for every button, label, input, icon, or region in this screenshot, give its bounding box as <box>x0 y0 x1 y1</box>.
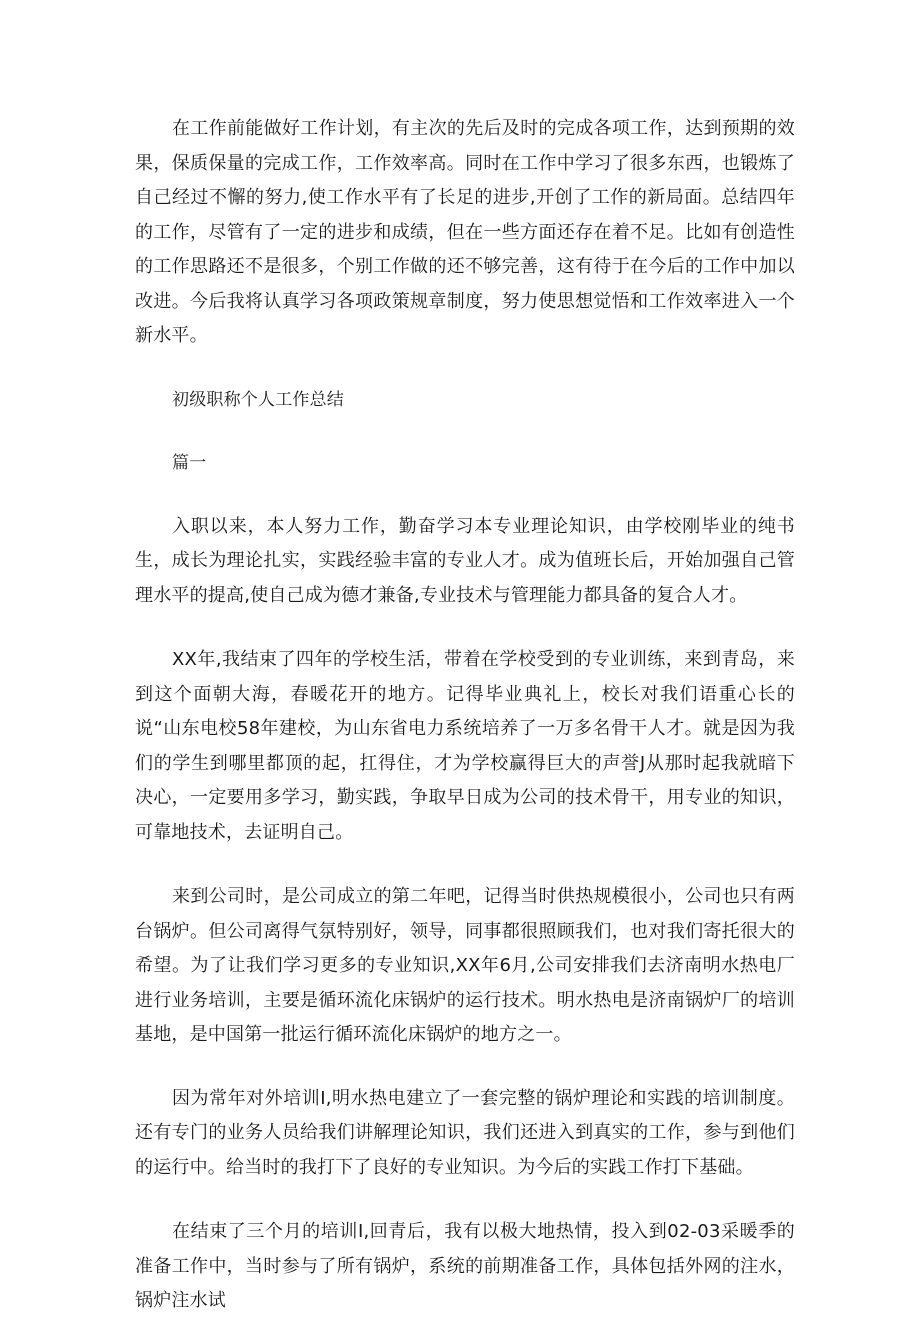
paragraph-spacer <box>135 613 795 643</box>
paragraph-spacer <box>135 417 795 446</box>
paragraph-work-plan: 在工作前能做好工作计划，有主次的先后及时的完成各项工作，达到预期的效果，保质保量的完成工作，工作效率高。同时在工作中学习了很多东西，也锻炼了自己经过不懈的努力,使工作水平有了长足的进步,开创了工作的新局面。总结四年的工作，尽管有了一定的进步和成绩，但在一些方面还存在着不足。比如有创造性的工作思路还不是很多，个别工作做的还不够完善，这有待于在今后的工作中加以改进。今后我将认真学习各项政策规章制度，努力使思想觉悟和工作效率进入一个新水平。 <box>135 118 795 346</box>
document-title: 初级职称个人工作总结 <box>172 389 344 410</box>
section-label: 篇一 <box>172 453 207 473</box>
document-body <box>135 112 795 1319</box>
paragraph-since-joining: 入职以来，本人努力工作，勤奋学习本专业理论知识，由学校刚毕业的纯书生，成长为理论扎实，实践经验丰富的专业人才。成为值班长后，开始加强自己管理水平的提高,使自己成为德才兼备,专业技术与管理能力都具备的复合人才。 <box>135 515 795 606</box>
paragraph-spacer <box>135 850 795 880</box>
paragraph-training: 因为常年对外培训I,明水热电建立了一套完整的锅炉理论和实践的培训制度。还有专门的业务人员给我们讲解理论知识，我们还进入到真实的工作，参与到他们的运行中。给当时的我打下了良好的专业知识。为今后的实践工作打下基础。 <box>135 1087 795 1178</box>
paragraph-spacer <box>135 481 795 510</box>
paragraph-spacer <box>135 1185 795 1215</box>
paragraph-arrival: 来到公司时，是公司成立的第二年吧，记得当时供热规模很小，公司也只有两台锅炉。但公司离得气氛特别好，领导，同事都很照顾我们，也对我们寄托很大的希望。为了让我们学习更多的专业知识,XX年6月,公司安排我们去济南明水热电厂进行业务培训，主要是循环流化床锅炉的运行技术。明水热电是济南锅炉厂的培训基地，是中国第一批运行循环流化床锅炉的地方之一。 <box>135 886 795 1045</box>
paragraph-spacer <box>135 1053 795 1082</box>
paragraph-spacer <box>135 354 795 383</box>
paragraph-heating-season: 在结束了三个月的培训I,回青后，我有以极大地热情，投入到02-03采暖季的准备工作中，当时参与了所有锅炉，系统的前期准备工作，具体包括外网的注水，锅炉注水试 <box>135 1221 795 1311</box>
paragraph-graduation: XX年,我结束了四年的学校生活，带着在学校受到的专业训练，来到青岛，来到这个面朝大海，春暖花开的地方。记得毕业典礼上，校长对我们语重心长的说“山东电校58年建校，为山东省电力系统培养了一万多名骨干人才。就是因为我们的学生到哪里都顶的起，扛得住，才为学校赢得巨大的声誉J从那时起我就暗下决心，一定要用多学习，勤实践，争取早日成为公司的技术骨干，用专业的知识，可靠地技术，去证明自己。 <box>135 649 795 843</box>
